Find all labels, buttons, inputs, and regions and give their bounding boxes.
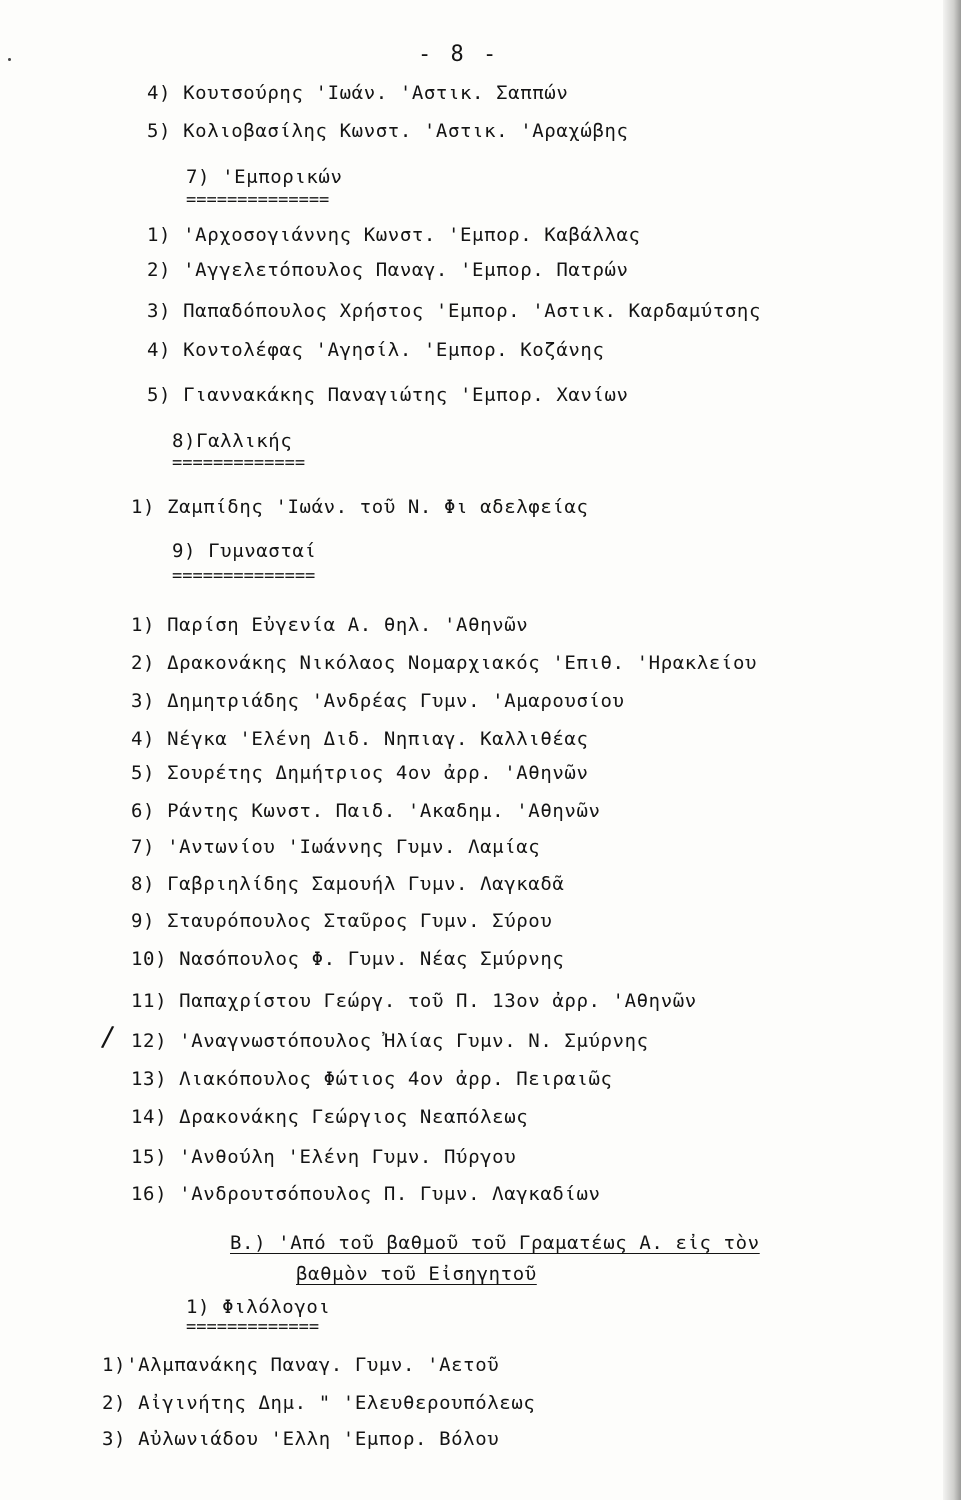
heading-rule: ==============	[186, 190, 330, 210]
list-item: 1) Ζαμπίδης 'Ιωάν. τοῦ Ν. Φι αδελφείας	[131, 496, 589, 518]
list-item: 2) Αἰγινήτης Δημ. " 'Ελευθερουπόλεως	[102, 1392, 536, 1414]
list-item: 13) Λιακόπουλος Φώτιος 4ον ἀρρ. Πειραιῶς	[131, 1068, 613, 1090]
page-number: - 8 -	[418, 42, 500, 67]
page-edge-shadow	[943, 0, 961, 1500]
list-item: 10) Νασόπουλος Φ. Γυμν. Νέας Σμύρνης	[131, 948, 565, 970]
heading-rule: =============	[186, 1317, 320, 1337]
list-item: 14) Δρακονάκης Γεώργιος Νεαπόλεως	[131, 1106, 529, 1128]
list-item: 1) Παρίση Εὐγενία Α. θηλ. 'Αθηνῶν	[131, 614, 529, 636]
list-item: 5) Σουρέτης Δημήτριος 4ον ἀρρ. 'Αθηνῶν	[131, 762, 589, 784]
list-item: 5) Γιαννακάκης Παναγιώτης 'Εμπορ. Χανίων	[147, 384, 629, 406]
list-item: 3) Αὐλωνιάδου 'Ελλη 'Εμπορ. Βόλου	[102, 1428, 500, 1450]
list-item: 16) 'Ανδρουτσόπουλος Π. Γυμν. Λαγκαδίων	[131, 1183, 601, 1205]
list-item: 3) Παπαδόπουλος Χρήστος 'Εμπορ. 'Αστικ. Καρδαμύτσης	[147, 300, 761, 322]
list-item: 7) 'Αντωνίου 'Ιωάννης Γυμν. Λαμίας	[131, 836, 541, 858]
list-item: 2) 'Αγγελετόπουλος Παναγ. 'Εμπορ. Πατρών	[147, 259, 629, 281]
list-item: 2) Δρακονάκης Νικόλαος Νομαρχιακός 'Επιθ. 'Ηρακλείου	[131, 652, 758, 674]
list-item: 8) Γαβριηλίδης Σαμουήλ Γυμν. Λαγκαδᾶ	[131, 873, 565, 895]
subsection-heading: 1) Φιλόλογοι	[186, 1296, 331, 1318]
section-heading: 9) Γυμνασταί	[172, 540, 317, 562]
speck	[8, 58, 11, 61]
list-item: 4) Κουτσούρης 'Ιωάν. 'Αστικ. Σαππών	[147, 82, 569, 104]
section-b-heading-cont: βαθμὸν τοῦ Εἰσηγητοῦ	[296, 1263, 537, 1285]
heading-rule: =============	[172, 453, 306, 473]
section-b-heading: Β.) 'Από τοῦ βαθμοῦ τοῦ Γραματέως Α. εἰς τὸν	[230, 1232, 760, 1254]
list-item: 9) Σταυρόπουλος Σταῦρος Γυμν. Σύρου	[131, 910, 553, 932]
section-heading: 8)Γαλλικής	[172, 430, 293, 452]
list-item: 5) Κολιοβασίλης Κωνστ. 'Αστικ. 'Αραχώβης	[147, 120, 629, 142]
list-item: 4) Κοντολέφας 'Αγησίλ. 'Εμπορ. Κοζάνης	[147, 339, 605, 361]
list-item: 12) 'Αναγνωστόπουλος Ἠλίας Γυμν. Ν. Σμύρνης	[131, 1030, 649, 1052]
margin-check-mark: /	[100, 1019, 116, 1054]
list-item: 3) Δημητριάδης 'Ανδρέας Γυμν. 'Αμαρουσίου	[131, 690, 625, 712]
list-item: 4) Νέγκα 'Ελένη Διδ. Νηπιαγ. Καλλιθέας	[131, 728, 589, 750]
list-item: 15) 'Ανθούλη 'Ελένη Γυμν. Πύργου	[131, 1146, 517, 1168]
heading-rule: ==============	[172, 566, 316, 586]
list-item: 6) Ράντης Κωνστ. Παιδ. 'Ακαδημ. 'Αθηνῶν	[131, 800, 601, 822]
list-item: 11) Παπαχρίστου Γεώργ. τοῦ Π. 13ον ἀρρ. 'Αθηνῶν	[131, 990, 697, 1012]
list-item: 1)'Αλμπανάκης Παναγ. Γυμν. 'Αετοῦ	[102, 1354, 500, 1376]
list-item: 1) 'Αρχοσογιάννης Κωνστ. 'Εμπορ. Καβάλλας	[147, 224, 641, 246]
section-heading: 7) 'Εμπορικών	[186, 166, 343, 188]
